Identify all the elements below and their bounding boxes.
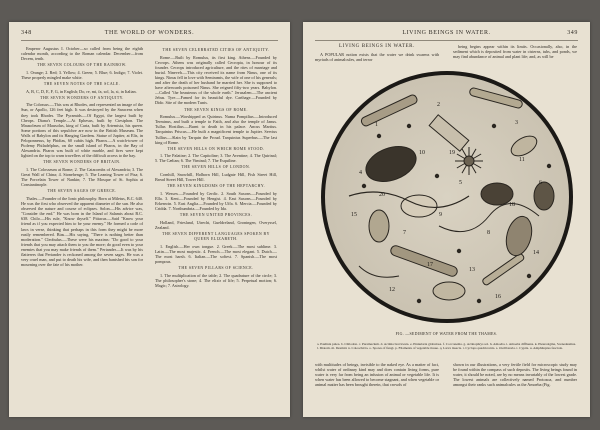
page-number: 349 xyxy=(567,30,578,36)
section-heading: THE SEVEN HILLS OF LONDON. xyxy=(181,165,251,170)
microscope-illustration xyxy=(319,66,575,328)
figure-caption: FIG. —SEDIMENT OF WATER FROM THE THAMES. xyxy=(395,332,498,336)
spore-dot xyxy=(435,174,439,178)
running-title: LIVING BEINGS IN WATER. xyxy=(402,30,491,36)
body-text-left: with multitudes of beings, invisible to the naked eye. As a matter of fact, whilst water of ordinary kind may and does contain living forms, pure water is very far from being an infusion of animal or vegetable life. It is when water has been allowed to become stagnant, and when vegetable or animal matter has been brought therein, that crowds of xyxy=(315,362,439,388)
cell xyxy=(369,210,389,242)
intro-text: A POPULAR notion exists that the water we drink swarms with myriads of animalcules, and terror xyxy=(315,52,439,63)
paragraph: 1. Orange; 2. Red; 3. Yellow; 4. Green; 5. Blue; 6. Indigo; 7. Violet. These properly mingled make white. xyxy=(21,69,143,80)
figure-number-label: 7 xyxy=(403,230,406,236)
figure-number-label: 2 xyxy=(437,102,440,108)
figure-number-label: 10 xyxy=(419,150,425,156)
figure-number-label: 18 xyxy=(509,202,515,208)
figure-number-label: 9 xyxy=(439,212,442,218)
figure-number-label: 8 xyxy=(487,230,490,236)
spore-dot xyxy=(547,164,551,168)
cell xyxy=(401,195,437,217)
spore-dot xyxy=(457,249,461,253)
paragraph: 1. The Palatine; 2. The Capitoline; 3. The Aventine; 4. The Quirinal; 5. The Cælian; 6. The Viminal; 7. The Esquiline. xyxy=(155,153,277,164)
right-page xyxy=(303,22,590,417)
intro-paragraph-continued xyxy=(453,44,577,59)
left-page-column-2 xyxy=(155,46,277,409)
figure-number-label: 6 xyxy=(539,180,542,186)
intro-text-continued: being begins appear within its limits. Occasionally, also, in the sediment which is deposited from water in cisterns, tubs, and ponds, we may find abundance of animal and plant life; and, as will be xyxy=(453,44,577,60)
section-heading: THE SEVEN WONDERS OF BRITAIN. xyxy=(43,160,121,165)
spore-dot xyxy=(417,299,421,303)
paragraph: 1. English.—Her own tongue. 2. Greek.—The most sublime. 3. Latin.—The most majestic. 4. French.—The most elegant. 5. Dutch.—The most harsh. 6. Italian.—The softest. 7. Spanish.—The most pompous. xyxy=(155,243,277,264)
spore-dot xyxy=(527,274,531,278)
figure-legend: a. Paulinia palea. b. Chilodon. c. Paramecium. d. Actinia brevicesta. e. Pinnularia globulosa. f. Cocconema. g. Actinophrys sol. h. Amoeba. i. Amoeba diffluens. k. Pleurosigma, Scenedesmus. l. Diatom. m. Desmid. n. Coleochæta. o. Spores of fungi. p. Filaments of vegetable tissue. q. Larva insects. r. Cyclops quadricornis. s. Oscillatoria. t. Cypris. u. Amphileptus fasciola. xyxy=(317,342,576,351)
spore-dot xyxy=(492,124,496,128)
figure-number-label: 5 xyxy=(459,180,462,186)
figure-number-label: 4 xyxy=(359,170,362,176)
left-page-column-1 xyxy=(21,46,143,409)
spore-dot xyxy=(407,124,411,128)
figure-number-label: 11 xyxy=(519,157,525,163)
section-heading: THE SEVEN KINGDOMS OF THE HEPTARCHY. xyxy=(166,184,266,189)
paragraph: Romulus.—Worshipped as Quirinus. Numa Pompilius.—Introduced Terminus, and built a temple to Faith, and also the temple of Janus. Tullus Hostilius.—Burnt to death in his palace. Ancus Martius. Tarquinius Priscus.—He built a magnificent temple to Jupiter. Servius Tullius.—Slain by Tarquin the Proud. Tarquinius Superbus.—The last king of Rome. xyxy=(155,114,277,145)
page-number: 348 xyxy=(21,30,32,36)
section-heading: THE SEVEN NOTES OF THE SCALE. xyxy=(43,82,121,87)
figure-number-label: 20 xyxy=(379,192,385,198)
left-page-header xyxy=(21,30,278,41)
actinophrys-body xyxy=(464,156,474,166)
section-heading: THE SEVEN UNITED PROVINCES. xyxy=(179,213,253,218)
section-heading: LIVING BEINGS IN WATER. xyxy=(339,44,415,49)
figure-number-label: 1 xyxy=(375,122,378,128)
paragraph: Thales.—Founder of the Ionic philosophy. Born at Miletus, B.C. 640. He was the first who observed the apparent diameter of the sun. He also observed the nature and course of eclipses. Solon.—His advice was, "Consider the end." He was born in the Island of Salamis about B.C. 638. Chilo.—His rule, "Know thyself." Pittacus.—Said "Know your friend as if you expected him to be your enemy." He formed a code of laws in verse, thinking that perhaps in this form they might be more easily remembered. Bias.—His saying, "There is nothing better than moderation." Cleobulus.—These were his maxims: "Do good to your friends that you may attach them to you the more; do good even to your enemies that you may make friends of them." Periander.—It was by his flatterers that Periander is reckoned among the seven sages. He was a very cruel man, and put to death his wife, and then banished his son for mourning over the fate of his mother. xyxy=(21,195,143,268)
spore-dot xyxy=(362,184,366,188)
paragraph: Emperor Augustus I. October—so called from being the eighth calendar month, according to the Roman calendar. December—from Decem, tenth. xyxy=(21,46,143,62)
figure-number-label: 3 xyxy=(515,120,518,126)
spore-dot xyxy=(477,299,481,303)
body-text-right: shown in our illustrations, a very fertile field for microscopic study may be found within the compass of such deposits. The living beings found in water, it should be noted, are by no means invariably of the lowest grade. The lowest animals are collectively named Protozoa, and number amongst their ranks such animalcules as the Amoeba (Fig. xyxy=(453,362,577,388)
body-column-right xyxy=(453,362,577,387)
section-heading: THE SEVEN WONDERS OF ANTIQUITY. xyxy=(40,95,124,100)
figure-number-label: 13 xyxy=(469,267,475,273)
section-heading: THE SEVEN HILLS ON WHICH ROME STOOD. xyxy=(167,146,265,151)
microscope-circle-figure xyxy=(319,66,575,328)
section-heading: THE SEVEN DIFFERENT LANGUAGES SPOKEN BY QUEEN ELIZABETH. xyxy=(162,232,270,242)
cell xyxy=(433,282,465,300)
paragraph: Holland, Friesland, Utrecht, Gueldreland, Groningen, Overyssel, Zealand. xyxy=(155,219,277,230)
figure-number-label: 17 xyxy=(427,262,433,268)
paragraph: 1. The Colosseum at Rome; 2. The Catacombs of Alexandria; 3. The Great Wall of China; 4. Stonehenge; 5. The Leaning Tower of Pisa; 6. The Porcelain Tower of Nankin; 7. The Mosque of St. Sophia at Constantinople. xyxy=(21,166,143,188)
body-column-left xyxy=(315,362,439,387)
paragraph: 1. The multiplication of the table; 2. The quadrature of the circle; 3. The philosopher's stone; 4. The elixir of life; 5. Perpetual motion; 6. Magic; 7. Astrology. xyxy=(155,272,277,288)
section-heading: THE SEVEN COLOURS OF THE RAINBOW. xyxy=(37,63,127,68)
intro-paragraph xyxy=(315,52,439,62)
spore-dot xyxy=(377,134,381,138)
figure-number-label: 19 xyxy=(449,150,455,156)
figure-number-label: 14 xyxy=(533,250,539,256)
paragraph: The Colossus.—This was at Rhodes, and represented an image of the Sun, or Apollo, 126 feet high. It was destroyed by the Saracens when they took Rhodes. The Pyramids.—Of Egypt, the largest built by Cheops. Diana's Temple.—At Ephesus, built by Ctesiphon. The Mausoleum of Mausolus, king of Caria, built by Artemisia, his queen. Some portions of this sepulchre are now in the British Museum. The Walls of Babylon and its Hanging Gardens. Statue of Jupiter, at Elis, in Peloponnesus, by Phidias, 60 cubits high. Pharos.—A watch-tower of Ptolemy Philadelphus, on the small island of Pharos, in the Bay of Alexandria. Pharos was built of white marble, and fires were kept lighted on the top to warn travellers of the difficult access to the bay. xyxy=(21,102,143,159)
paragraph: A, B, C, D, E, F, G, in English; Do, re, mi, fa, sol, la, si, in Italian. xyxy=(26,88,137,94)
paragraph: Rome.—Built by Romulus, its first king. Athens.—Founded by Cecrops. Athens was originally called Cecropia, in honour of its founder. Cecrops introduced agriculture, and the rites of marriage and burial. Nineveh.—This city received its name from Ninus, one of its kings. Ninus fell in love with Semiramis, the wife of one of his generals; and after the death of her husband he married her. She is supposed to have afterwards poisoned Ninus. She reigned fifty-two years. Babylon.—Called "the beauteous of the whole earth." Jerusalem.—The ancient Jebus. Tyre.—Famed for its beautiful dye. Carthage.—Founded by Dido. Site of the modern Tunis. xyxy=(155,54,277,106)
figure-number-label: 12 xyxy=(389,287,395,293)
running-title: THE WORLD OF WONDERS. xyxy=(104,30,195,36)
figure-number-label: 15 xyxy=(351,212,357,218)
right-page-header xyxy=(315,30,578,41)
figure-number-label: 16 xyxy=(495,294,501,300)
cypris xyxy=(534,182,554,210)
section-heading: THE SEVEN KINGS OF ROME. xyxy=(184,107,248,112)
left-page xyxy=(9,22,290,417)
section-heading: THE SEVEN SAGES OF GREECE. xyxy=(47,189,117,194)
section-heading: THE SEVEN PILLARS OF SCIENCE. xyxy=(178,266,254,271)
paragraph: 1. Wessex.—Founded by Cerdic. 2. South Saxons.—Founded by Ella. 3. Kent.—Founded by Hengist. 4. East Saxons.—Founded by Erkenwin. 5. East Anglia.—Founded by Uffa. 6. Mercia.—Founded by Cridda. 7. Northumbria.—Founded by Ida. xyxy=(155,190,277,212)
section-heading: THE SEVEN CELEBRATED CITIES OF ANTIQUITY. xyxy=(162,48,270,52)
paragraph: Cornhill, Snowhill, Holborn Hill, Ludgate Hill, Fish Street Hill, Bread Street Hill, Tower Hill. xyxy=(155,172,277,183)
